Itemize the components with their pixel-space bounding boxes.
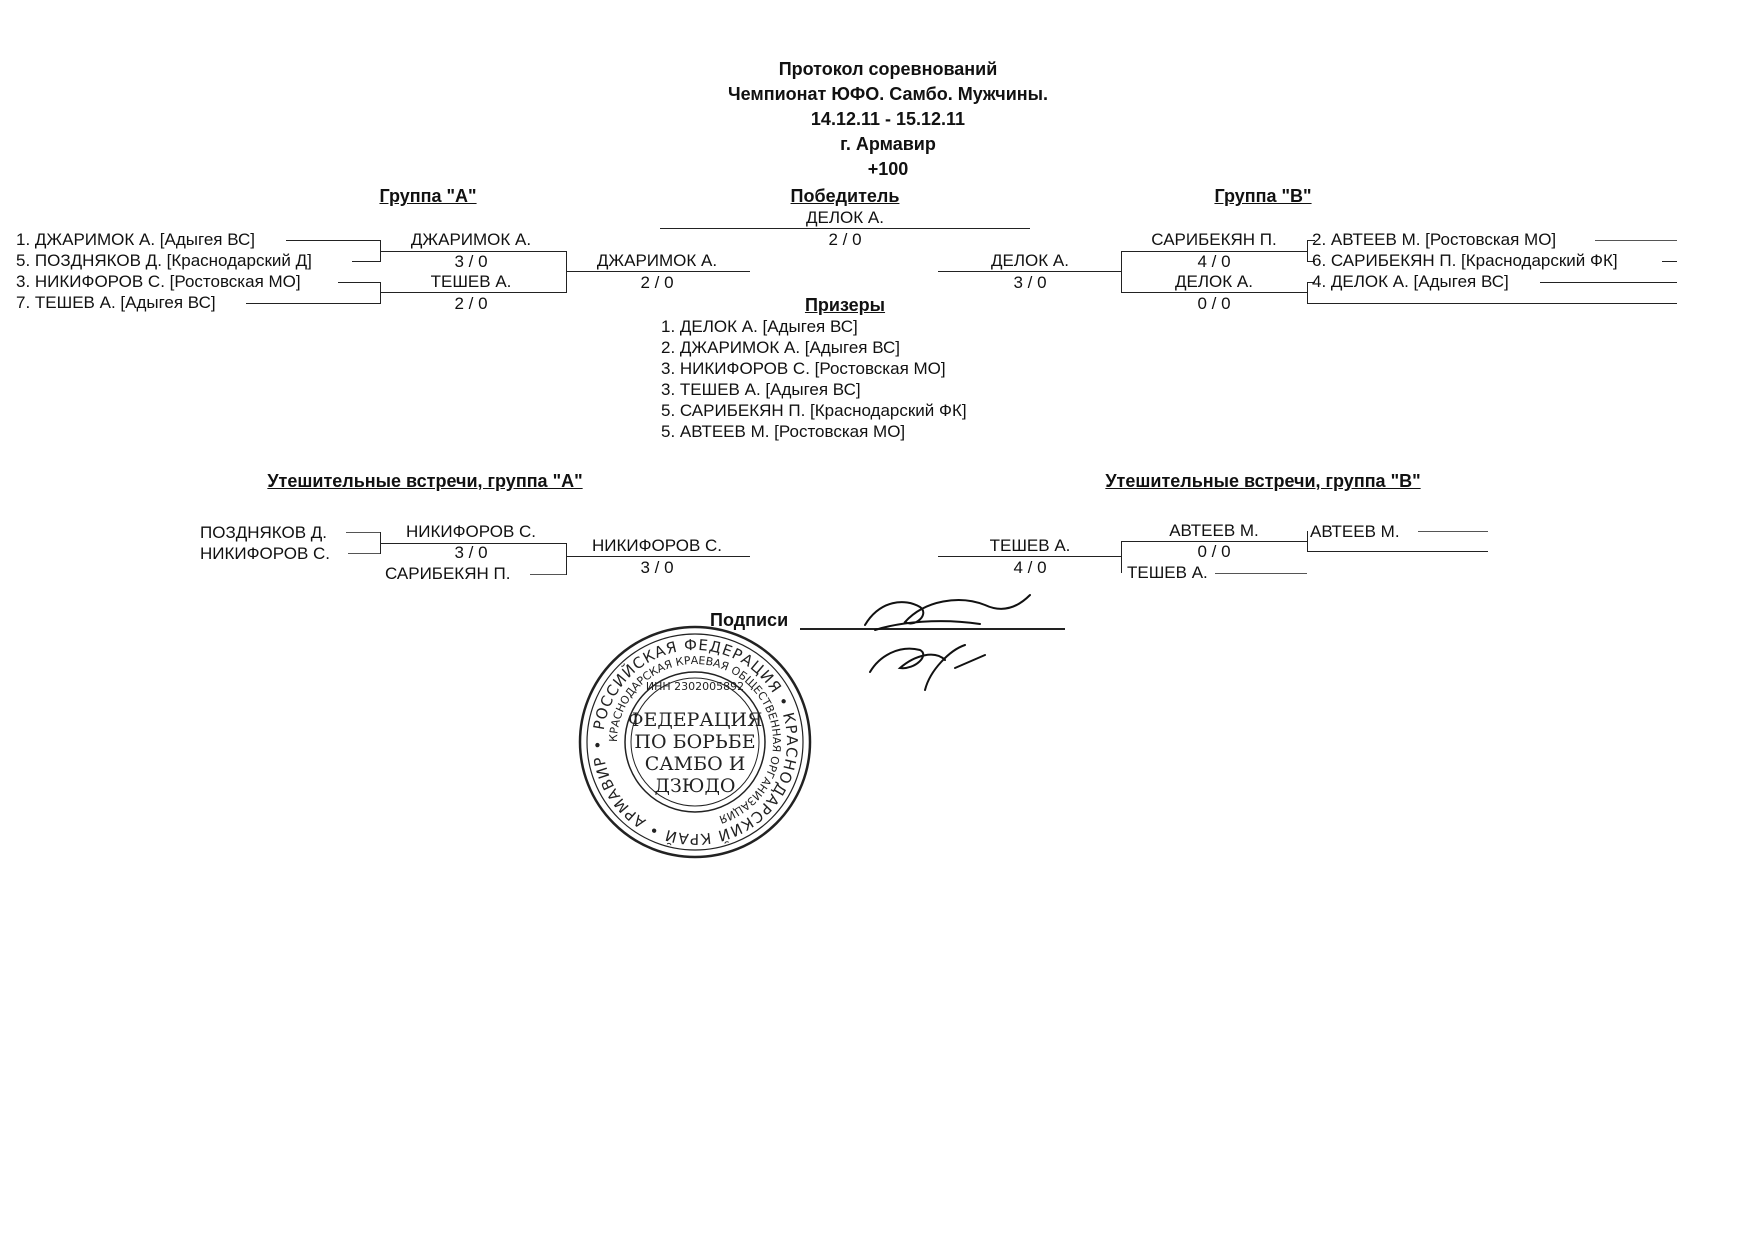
stamp-center-line: ДЗЮДО bbox=[654, 775, 736, 797]
group-b-title: Группа "В" bbox=[1214, 186, 1312, 206]
group-a-final-winner: ДЖАРИМОК А. bbox=[596, 251, 718, 270]
winner-title: Победитель bbox=[790, 186, 900, 206]
championship-name: Чемпионат ЮФО. Самбо. Мужчины. bbox=[727, 84, 1049, 104]
group-a-final-score: 2 / 0 bbox=[640, 273, 674, 292]
group-b-final-winner: ДЕЛОК А. bbox=[991, 251, 1069, 270]
consolation-a-participant: НИКИФОРОВ С. bbox=[200, 544, 331, 563]
group-b-r1-winner: ДЕЛОК А. bbox=[1175, 272, 1253, 291]
group-a-title: Группа "А" bbox=[379, 186, 477, 206]
prizewinner-item: 5. САРИБЕКЯН П. [Краснодарский ФК] bbox=[661, 401, 967, 420]
consolation-b-participant: ТЕШЕВ А. bbox=[1127, 563, 1208, 582]
consolation-a-r1-winner: НИКИФОРОВ С. bbox=[405, 522, 537, 541]
consolation-a-title: Утешительные встречи, группа "А" bbox=[267, 471, 583, 491]
group-b-participant: 4. ДЕЛОК А. [Адыгея ВС] bbox=[1312, 272, 1509, 291]
stamp-outer-text: РОССИЙСКАЯ ФЕДЕРАЦИЯ • КРАСНОДАРСКИЙ КРАЙ • АРМАВИР • bbox=[588, 635, 802, 849]
consolation-b-r1-winner: АВТЕЕВ М. bbox=[1169, 521, 1259, 540]
group-a-r1-score: 3 / 0 bbox=[454, 252, 488, 271]
handwritten-signature bbox=[865, 595, 1030, 690]
consolation-a-participant: ПОЗДНЯКОВ Д. bbox=[200, 523, 328, 542]
winner-name: ДЕЛОК А. bbox=[806, 208, 884, 227]
group-a-r1-winner: ТЕШЕВ А. bbox=[430, 272, 512, 291]
group-b-r1-winner: САРИБЕКЯН П. bbox=[1151, 230, 1277, 249]
stamp-center-line: ФЕДЕРАЦИЯ bbox=[627, 709, 763, 731]
doc-title: Протокол соревнований bbox=[778, 59, 998, 79]
consolation-b-final-winner: ТЕШЕВ А. bbox=[989, 536, 1071, 555]
consolation-b-participant: АВТЕЕВ М. bbox=[1310, 522, 1400, 541]
winner-score: 2 / 0 bbox=[828, 230, 862, 249]
group-a-participant: 1. ДЖАРИМОК А. [Адыгея ВС] bbox=[16, 230, 255, 249]
consolation-a-final-winner: НИКИФОРОВ С. bbox=[591, 536, 723, 555]
group-b-r1-score: 0 / 0 bbox=[1197, 294, 1231, 313]
group-b-r1-score: 4 / 0 bbox=[1197, 252, 1231, 271]
stamp-middle-text: КРАСНОДАРСКАЯ КРАЕВАЯ ОБЩЕСТВЕННАЯ ОРГАНИЗАЦИЯ bbox=[606, 653, 784, 826]
prizewinner-item: 2. ДЖАРИМОК А. [Адыгея ВС] bbox=[661, 338, 900, 357]
prizewinner-item: 3. НИКИФОРОВ С. [Ростовская МО] bbox=[661, 359, 946, 378]
consolation-a-participant: САРИБЕКЯН П. bbox=[385, 564, 511, 583]
group-b-participant: 2. АВТЕЕВ М. [Ростовская МО] bbox=[1312, 230, 1557, 249]
prizewinner-item: 1. ДЕЛОК А. [Адыгея ВС] bbox=[661, 317, 858, 336]
weight-category: +100 bbox=[867, 159, 909, 179]
prizewinners-title: Призеры bbox=[804, 295, 886, 315]
stamp-center-line: ПО БОРЬБЕ bbox=[634, 731, 756, 753]
consolation-b-r1-score: 0 / 0 bbox=[1197, 542, 1231, 561]
consolation-a-r1-score: 3 / 0 bbox=[454, 543, 488, 562]
group-a-r1-winner: ДЖАРИМОК А. bbox=[410, 230, 532, 249]
group-a-participant: 7. ТЕШЕВ А. [Адыгея ВС] bbox=[16, 293, 216, 312]
consolation-a-final-score: 3 / 0 bbox=[640, 558, 674, 577]
stamp-inn: ИНН 2302005892 bbox=[645, 680, 745, 693]
consolation-b-final-score: 4 / 0 bbox=[1013, 558, 1047, 577]
signatures-label: Подписи bbox=[710, 610, 789, 630]
group-b-final-score: 3 / 0 bbox=[1013, 273, 1047, 292]
group-a-participant: 5. ПОЗДНЯКОВ Д. [Краснодарский Д] bbox=[16, 251, 312, 270]
date-range: 14.12.11 - 15.12.11 bbox=[810, 109, 966, 129]
group-a-r1-score: 2 / 0 bbox=[454, 294, 488, 313]
prizewinner-item: 3. ТЕШЕВ А. [Адыгея ВС] bbox=[661, 380, 861, 399]
group-b-participant: 6. САРИБЕКЯН П. [Краснодарский ФК] bbox=[1312, 251, 1618, 270]
city: г. Армавир bbox=[840, 134, 936, 154]
consolation-b-title: Утешительные встречи, группа "В" bbox=[1105, 471, 1421, 491]
group-a-participant: 3. НИКИФОРОВ С. [Ростовская МО] bbox=[16, 272, 301, 291]
prizewinner-item: 5. АВТЕЕВ М. [Ростовская МО] bbox=[661, 422, 906, 441]
stamp-center-line: САМБО И bbox=[644, 753, 746, 775]
